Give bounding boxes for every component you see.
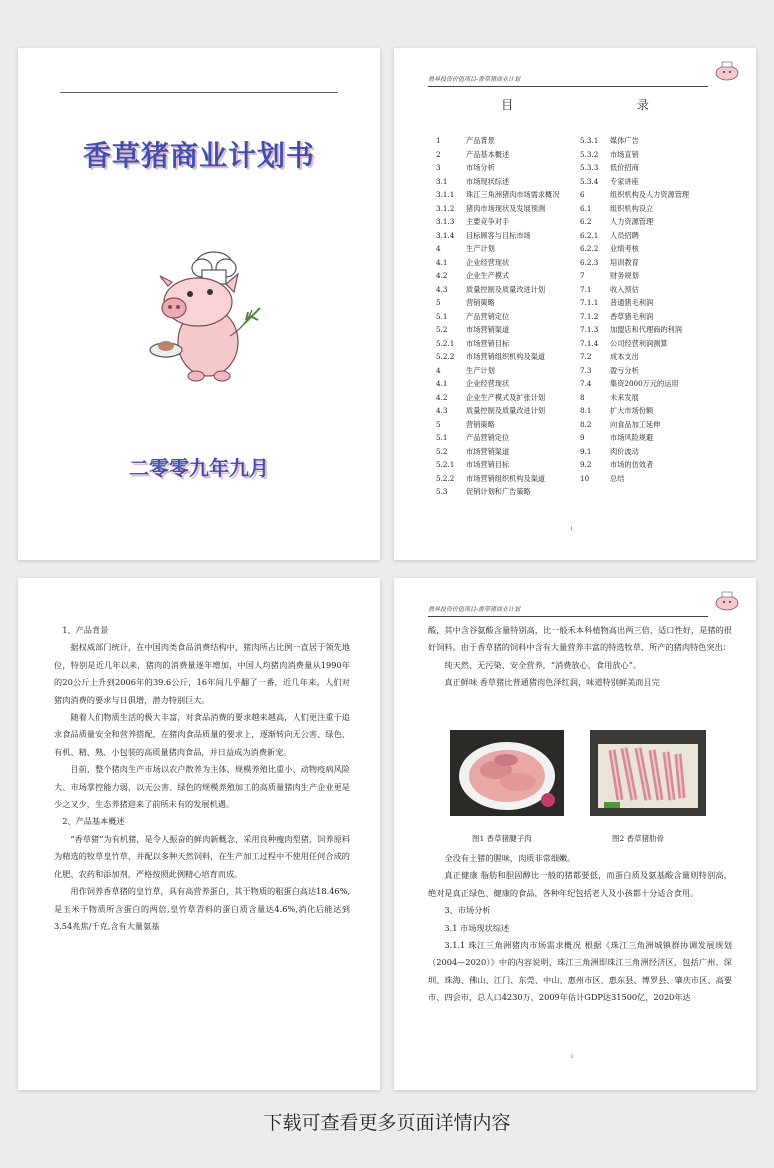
toc-entry-title: 加盟店和代理商的利润 <box>610 325 682 334</box>
toc-entry[interactable] <box>580 350 730 364</box>
toc-entry-number: 5.1 <box>436 311 448 321</box>
toc-entry[interactable] <box>580 377 730 391</box>
toc-entry[interactable] <box>580 202 730 216</box>
toc-entry-number: 4.3 <box>436 284 448 294</box>
cover-top-rule <box>60 92 338 93</box>
toc-entry-title: 肉价波动 <box>610 446 639 456</box>
toc-entry-number: 4 <box>436 365 441 375</box>
toc-entry[interactable] <box>580 161 730 175</box>
paragraph: 酸，其中含谷氨酸含量特别高，比一般禾本科植物高出两三倍，适口性好，是猪的很好饲料。由于香草猪的饲料中含有大量营养丰富的特选牧草，所产的猪肉特色突出： <box>428 625 732 653</box>
toc-entry-title: 产品背景 <box>466 136 495 145</box>
toc-entry-number: 5.2 <box>436 446 448 456</box>
toc-right-column <box>580 134 730 485</box>
toc-entry[interactable] <box>580 242 730 256</box>
toc-entry-title: 市场营销渠道 <box>466 446 510 456</box>
toc-entry-number: 5.3.2 <box>580 149 599 159</box>
toc-entry-title: 市场的仿效者 <box>610 460 654 469</box>
content-page-2-body-top <box>428 622 732 692</box>
toc-entry[interactable] <box>580 296 730 310</box>
toc-entry-number: 4.2 <box>436 271 448 280</box>
toc-entry-number: 3 <box>436 163 441 172</box>
toc-entry-title: 猪肉市场现状及发展预测 <box>466 203 546 213</box>
toc-entry-title: 产品营销定位 <box>466 433 510 442</box>
toc-entry-number: 6.2 <box>580 217 592 226</box>
toc-entry[interactable] <box>580 418 730 432</box>
toc-entry-number: 7.3 <box>580 365 592 375</box>
content-page-2-body-bottom <box>428 850 732 1007</box>
toc-entry-number: 5.2.1 <box>436 338 455 348</box>
header-pig-icon <box>712 60 742 82</box>
toc-entry[interactable] <box>580 229 730 243</box>
page-number: 1 <box>570 526 574 532</box>
section-heading: 1、产品背景 <box>62 625 109 635</box>
toc-entry[interactable] <box>580 148 730 162</box>
toc-entry-title: 市场营销目标 <box>466 460 510 469</box>
toc-entry[interactable] <box>580 283 730 297</box>
toc-entry-number: 6 <box>580 190 585 199</box>
toc-entry-number: 5.2.2 <box>436 473 455 483</box>
toc-entry[interactable] <box>580 472 730 486</box>
paragraph: 真正健康 脂肪和胆固醇比一般的猪都要低，而蛋白质及氨基酸含量则特别高，绝对是真正绿色、健康的食品，各种年纪包括老人及小孩都十分适合食用。 <box>428 870 732 898</box>
toc-entry-number: 4.2 <box>436 392 448 402</box>
toc-entry[interactable] <box>436 391 586 405</box>
toc-entry[interactable] <box>580 310 730 324</box>
content-page-1-body <box>54 622 350 935</box>
toc-entry-number: 3.1.3 <box>436 217 455 226</box>
toc-entry-title: 总结 <box>610 473 625 483</box>
page-number: 3 <box>570 1054 574 1060</box>
toc-entry-number: 8 <box>580 392 585 402</box>
content-page-1 <box>18 578 380 1090</box>
figure-caption-2: 图2 香草猪肋骨 <box>612 834 665 843</box>
toc-entry[interactable] <box>436 310 586 324</box>
toc-entry-number: 4.1 <box>436 379 448 388</box>
toc-entry-number: 7.1.1 <box>580 298 599 307</box>
toc-entry[interactable] <box>436 202 586 216</box>
toc-entry-title: 香草猪毛利润 <box>610 311 654 321</box>
toc-entry-title: 低价招商 <box>610 163 639 172</box>
toc-entry-number: 7.1.3 <box>580 325 599 334</box>
toc-entry-number: 1 <box>436 136 441 145</box>
toc-entry[interactable] <box>436 418 586 432</box>
toc-entry-title: 营销策略 <box>466 419 495 429</box>
toc-entry[interactable] <box>580 337 730 351</box>
toc-entry-title: 收入预估 <box>610 284 639 294</box>
section-heading: 2、产品基本概述 <box>62 816 125 827</box>
toc-entry-title: 市场营销目标 <box>466 338 510 348</box>
toc-entry-title: 扩大市场份额 <box>610 406 654 415</box>
download-caption: 下载可查看更多页面详情内容 <box>263 1112 511 1134</box>
toc-entry[interactable] <box>580 431 730 445</box>
toc-entry[interactable] <box>436 215 586 229</box>
toc-entry-title: 媒体广告 <box>610 136 639 145</box>
toc-entry[interactable] <box>436 269 586 283</box>
toc-entry[interactable] <box>580 458 730 472</box>
toc-entry-number: 5.2.1 <box>436 460 455 469</box>
toc-entry[interactable] <box>436 134 586 148</box>
toc-entry-number: 5.3 <box>436 487 448 496</box>
figure-caption-1: 图1 香草猪腱子肉 <box>472 834 532 843</box>
paragraph: 目前，整个猪肉生产市场以农户散养为主体、规模养殖比重小、动物疫病风险大、市场掌控能力弱，以无公害、绿色的规模养殖加工的高质量猪肉生产企业更是少之又少，生态养猪迎来了前所未有的发展机遇。 <box>54 764 350 810</box>
toc-entry-title: 组织机构设立 <box>610 203 654 213</box>
toc-entry-number: 5.2 <box>436 325 448 334</box>
toc-entry-number: 9.1 <box>580 446 592 456</box>
page-header: 晨昇投资价值项目-香草猪商业计划 <box>428 604 708 617</box>
toc-entry[interactable] <box>436 350 586 364</box>
toc-entry-title: 盈亏分析 <box>610 365 639 375</box>
toc-entry[interactable] <box>580 323 730 337</box>
paragraph: 纯天然、无污染、安全营养，“消费放心，食用放心”。 <box>444 659 642 670</box>
toc-entry-number: 3.1.4 <box>436 230 455 240</box>
paragraph: 3、市场分析 <box>444 905 491 916</box>
toc-entry-title: 生产计划 <box>466 365 495 375</box>
toc-entry-number: 8.2 <box>580 419 592 429</box>
toc-entry-number: 8.1 <box>580 406 592 415</box>
toc-entry[interactable] <box>436 445 586 459</box>
toc-entry-title: 市场营销组织机构及渠道 <box>466 473 546 483</box>
toc-page <box>394 48 756 560</box>
paragraph: 用作饲养香草猪的皇竹草，具有高营养蛋白，其干物质的粗蛋白高达18.46%,是玉米干物质所含蛋白的两倍,皇竹草青料的蛋白质含量达4.6%,消化后能达到3.54兆焦/千克,含有大量氨基 <box>54 886 350 931</box>
pork-ribs-photo <box>590 730 706 816</box>
chef-pig-illustration <box>130 246 270 386</box>
toc-entry-title: 市场营销组织机构及渠道 <box>466 352 546 361</box>
toc-entry-title: 主要竞争对手 <box>466 217 510 226</box>
toc-entry-title: 企业生产模式及扩张计划 <box>466 392 546 402</box>
toc-entry-number: 4.1 <box>436 257 448 267</box>
toc-entry[interactable] <box>436 377 586 391</box>
toc-entry[interactable] <box>436 472 586 486</box>
toc-entry[interactable] <box>580 188 730 202</box>
paragraph: 真正鲜味 香草猪比普通猪肉色泽红润，味道特别鲜美而且完 <box>444 677 660 688</box>
paragraph: 全没有土猪的腥味，肉质非常细嫩。 <box>444 853 576 863</box>
toc-entry[interactable] <box>580 256 730 270</box>
toc-entry-number: 5.3.1 <box>580 136 599 145</box>
toc-entry-title: 企业生产模式 <box>466 271 510 280</box>
toc-entry[interactable] <box>436 404 586 418</box>
toc-entry-title: 市场风险规避 <box>610 433 654 442</box>
toc-entry[interactable] <box>436 485 586 499</box>
toc-entry-title: 市场分析 <box>466 163 495 172</box>
toc-entry[interactable] <box>436 175 586 189</box>
cover-page <box>18 48 380 560</box>
toc-title: 目 录 <box>501 98 709 112</box>
toc-entry-number: 3.1 <box>436 176 448 186</box>
toc-entry[interactable] <box>580 364 730 378</box>
toc-entry-title: 企业经营现状 <box>466 257 510 267</box>
toc-entry-number: 3.1.2 <box>436 203 455 213</box>
pork-shank-photo <box>450 730 564 816</box>
toc-entry-number: 7.1.2 <box>580 311 599 321</box>
toc-entry-title: 产品基本概述 <box>466 149 510 159</box>
toc-entry-number: 9 <box>580 433 585 442</box>
toc-entry[interactable] <box>436 296 586 310</box>
toc-entry-title: 促销计划和广告策略 <box>466 487 531 496</box>
cover-date: 二零零九年九月 <box>129 456 269 480</box>
toc-entry[interactable] <box>580 445 730 459</box>
toc-entry-title: 向食品加工延伸 <box>610 419 661 429</box>
toc-entry-number: 6.2.1 <box>580 230 599 240</box>
toc-entry[interactable] <box>436 148 586 162</box>
toc-entry-title: 目标顾客与目标市场 <box>466 230 531 240</box>
toc-entry-title: 市场现状综述 <box>466 176 510 186</box>
toc-entry-number: 5.3.4 <box>580 176 599 186</box>
toc-entry[interactable] <box>436 161 586 175</box>
toc-entry[interactable] <box>436 256 586 270</box>
content-page-2 <box>394 578 756 1090</box>
toc-entry-number: 7.1.4 <box>580 338 599 348</box>
toc-entry-title: 集资2000万元的运用 <box>610 379 679 388</box>
toc-entry-title: 普通猪毛利润 <box>610 298 654 307</box>
toc-entry-number: 7.1 <box>580 284 592 294</box>
toc-entry-title: 专家讲座 <box>610 176 639 186</box>
toc-entry[interactable] <box>580 391 730 405</box>
cover-title: 香草猪商业计划书 <box>82 139 315 172</box>
toc-entry-number: 2 <box>436 149 441 159</box>
toc-entry-number: 4.3 <box>436 406 448 415</box>
toc-entry-title: 业绩考核 <box>610 244 639 253</box>
toc-entry-title: 质量控制及质量改进计划 <box>466 406 546 415</box>
toc-entry[interactable] <box>436 364 586 378</box>
toc-entry-title: 质量控制及质量改进计划 <box>466 284 546 294</box>
toc-entry-title: 财务规划 <box>610 271 639 280</box>
toc-entry-title: 营销策略 <box>466 298 495 307</box>
toc-entry-number: 7 <box>580 271 585 280</box>
paragraph: 3.1.1 珠江三角洲猪肉市场需求概况 根据《珠江三角洲城镇群协调发展规划（2004—2020）》中的内容说明，珠江三角洲即珠江三角洲经济区，包括广州、深圳、珠海、佛山、江门、东莞、中山、惠州市区、惠东县、博罗县、肇庆市区、高要市、四会市，总人口4230万，2009年估计GDP达31500亿，2020年达 <box>428 940 732 1003</box>
toc-entry-number: 5.2.2 <box>436 352 455 361</box>
toc-entry-title: 人员招聘 <box>610 230 639 240</box>
toc-entry[interactable] <box>436 188 586 202</box>
toc-entry-title: 产品营销定位 <box>466 311 510 321</box>
toc-entry[interactable] <box>580 134 730 148</box>
toc-entry-number: 9.2 <box>580 460 592 469</box>
toc-entry-title: 珠江三角洲猪肉市场需求概况 <box>466 190 560 199</box>
toc-entry[interactable] <box>580 404 730 418</box>
toc-entry-number: 6.1 <box>580 203 592 213</box>
toc-entry-number: 7.2 <box>580 352 592 361</box>
toc-entry-number: 6.2.2 <box>580 244 599 253</box>
toc-entry[interactable] <box>436 242 586 256</box>
paragraph: “香草猪”为有机猪，是令人振奋的鲜肉新概念，采用良种瘦肉型猪，饲养原料为精选的牧草皇竹草，并配以多种天然饲料，在生产加工过程中不使用任何合成的化肥、农药和添加剂，严格按照此例精心培育而成。 <box>54 833 350 879</box>
toc-entry[interactable] <box>580 215 730 229</box>
toc-entry-title: 培训教育 <box>610 257 639 267</box>
toc-entry[interactable] <box>436 337 586 351</box>
header-pig-icon <box>712 590 742 612</box>
toc-entry-title: 公司经营利润测算 <box>610 338 668 348</box>
toc-entry-number: 5.3.3 <box>580 163 599 172</box>
toc-entry[interactable] <box>436 283 586 297</box>
toc-entry-title: 市场营销渠道 <box>466 325 510 334</box>
toc-entry[interactable] <box>580 269 730 283</box>
toc-entry-number: 4 <box>436 244 441 253</box>
toc-entry-title: 市场直销 <box>610 149 639 159</box>
toc-entry-title: 未来发展 <box>610 392 639 402</box>
toc-entry[interactable] <box>580 175 730 189</box>
toc-entry-number: 6.2.3 <box>580 257 599 267</box>
toc-entry[interactable] <box>436 229 586 243</box>
paragraph: 3.1 市场现状综述 <box>444 922 510 933</box>
toc-entry-number: 5.1 <box>436 433 448 442</box>
toc-entry-number: 10 <box>580 473 590 483</box>
toc-entry-title: 成本支出 <box>610 352 639 361</box>
paragraph: 据权威部门统计，在中国肉类食品消费结构中，猪肉所占比例一直居于领先地位，特别是近几年以来，猪肉的消费量逐年增加，中国人均猪肉消费量从1990年的20公斤上升到2006年的39.6公斤，16年间几乎翻了一番，近几年来，人们对猪肉消费的要求与日俱增，潜力特别巨大。 <box>54 642 350 705</box>
toc-entry[interactable] <box>436 431 586 445</box>
toc-entry-number: 3.1.1 <box>436 190 455 199</box>
toc-left-column <box>436 134 586 499</box>
toc-entry[interactable] <box>436 323 586 337</box>
paragraph: 随着人们物质生活的极大丰富，对食品消费的要求越来越高，人们更注重于追求食品质量安全和营养搭配，在猪肉食品质量的要求上，逐渐转向无公害、绿色、有机、精、熟、小包装的高质量猪肉食品，并日益成为消费新宠。 <box>54 712 350 757</box>
toc-entry-title: 人力资源管理 <box>610 217 654 226</box>
toc-entry[interactable] <box>436 458 586 472</box>
toc-entry-title: 生产计划 <box>466 244 495 253</box>
toc-entry-number: 5 <box>436 298 441 307</box>
toc-entry-title: 企业经营现状 <box>466 379 510 388</box>
toc-entry-title: 组织机构及人力资源管理 <box>610 190 690 199</box>
toc-entry-number: 7.4 <box>580 379 592 388</box>
page-header: 晨昇投资价值项目-香草猪商业计划 <box>428 74 708 87</box>
toc-entry-number: 5 <box>436 419 441 429</box>
